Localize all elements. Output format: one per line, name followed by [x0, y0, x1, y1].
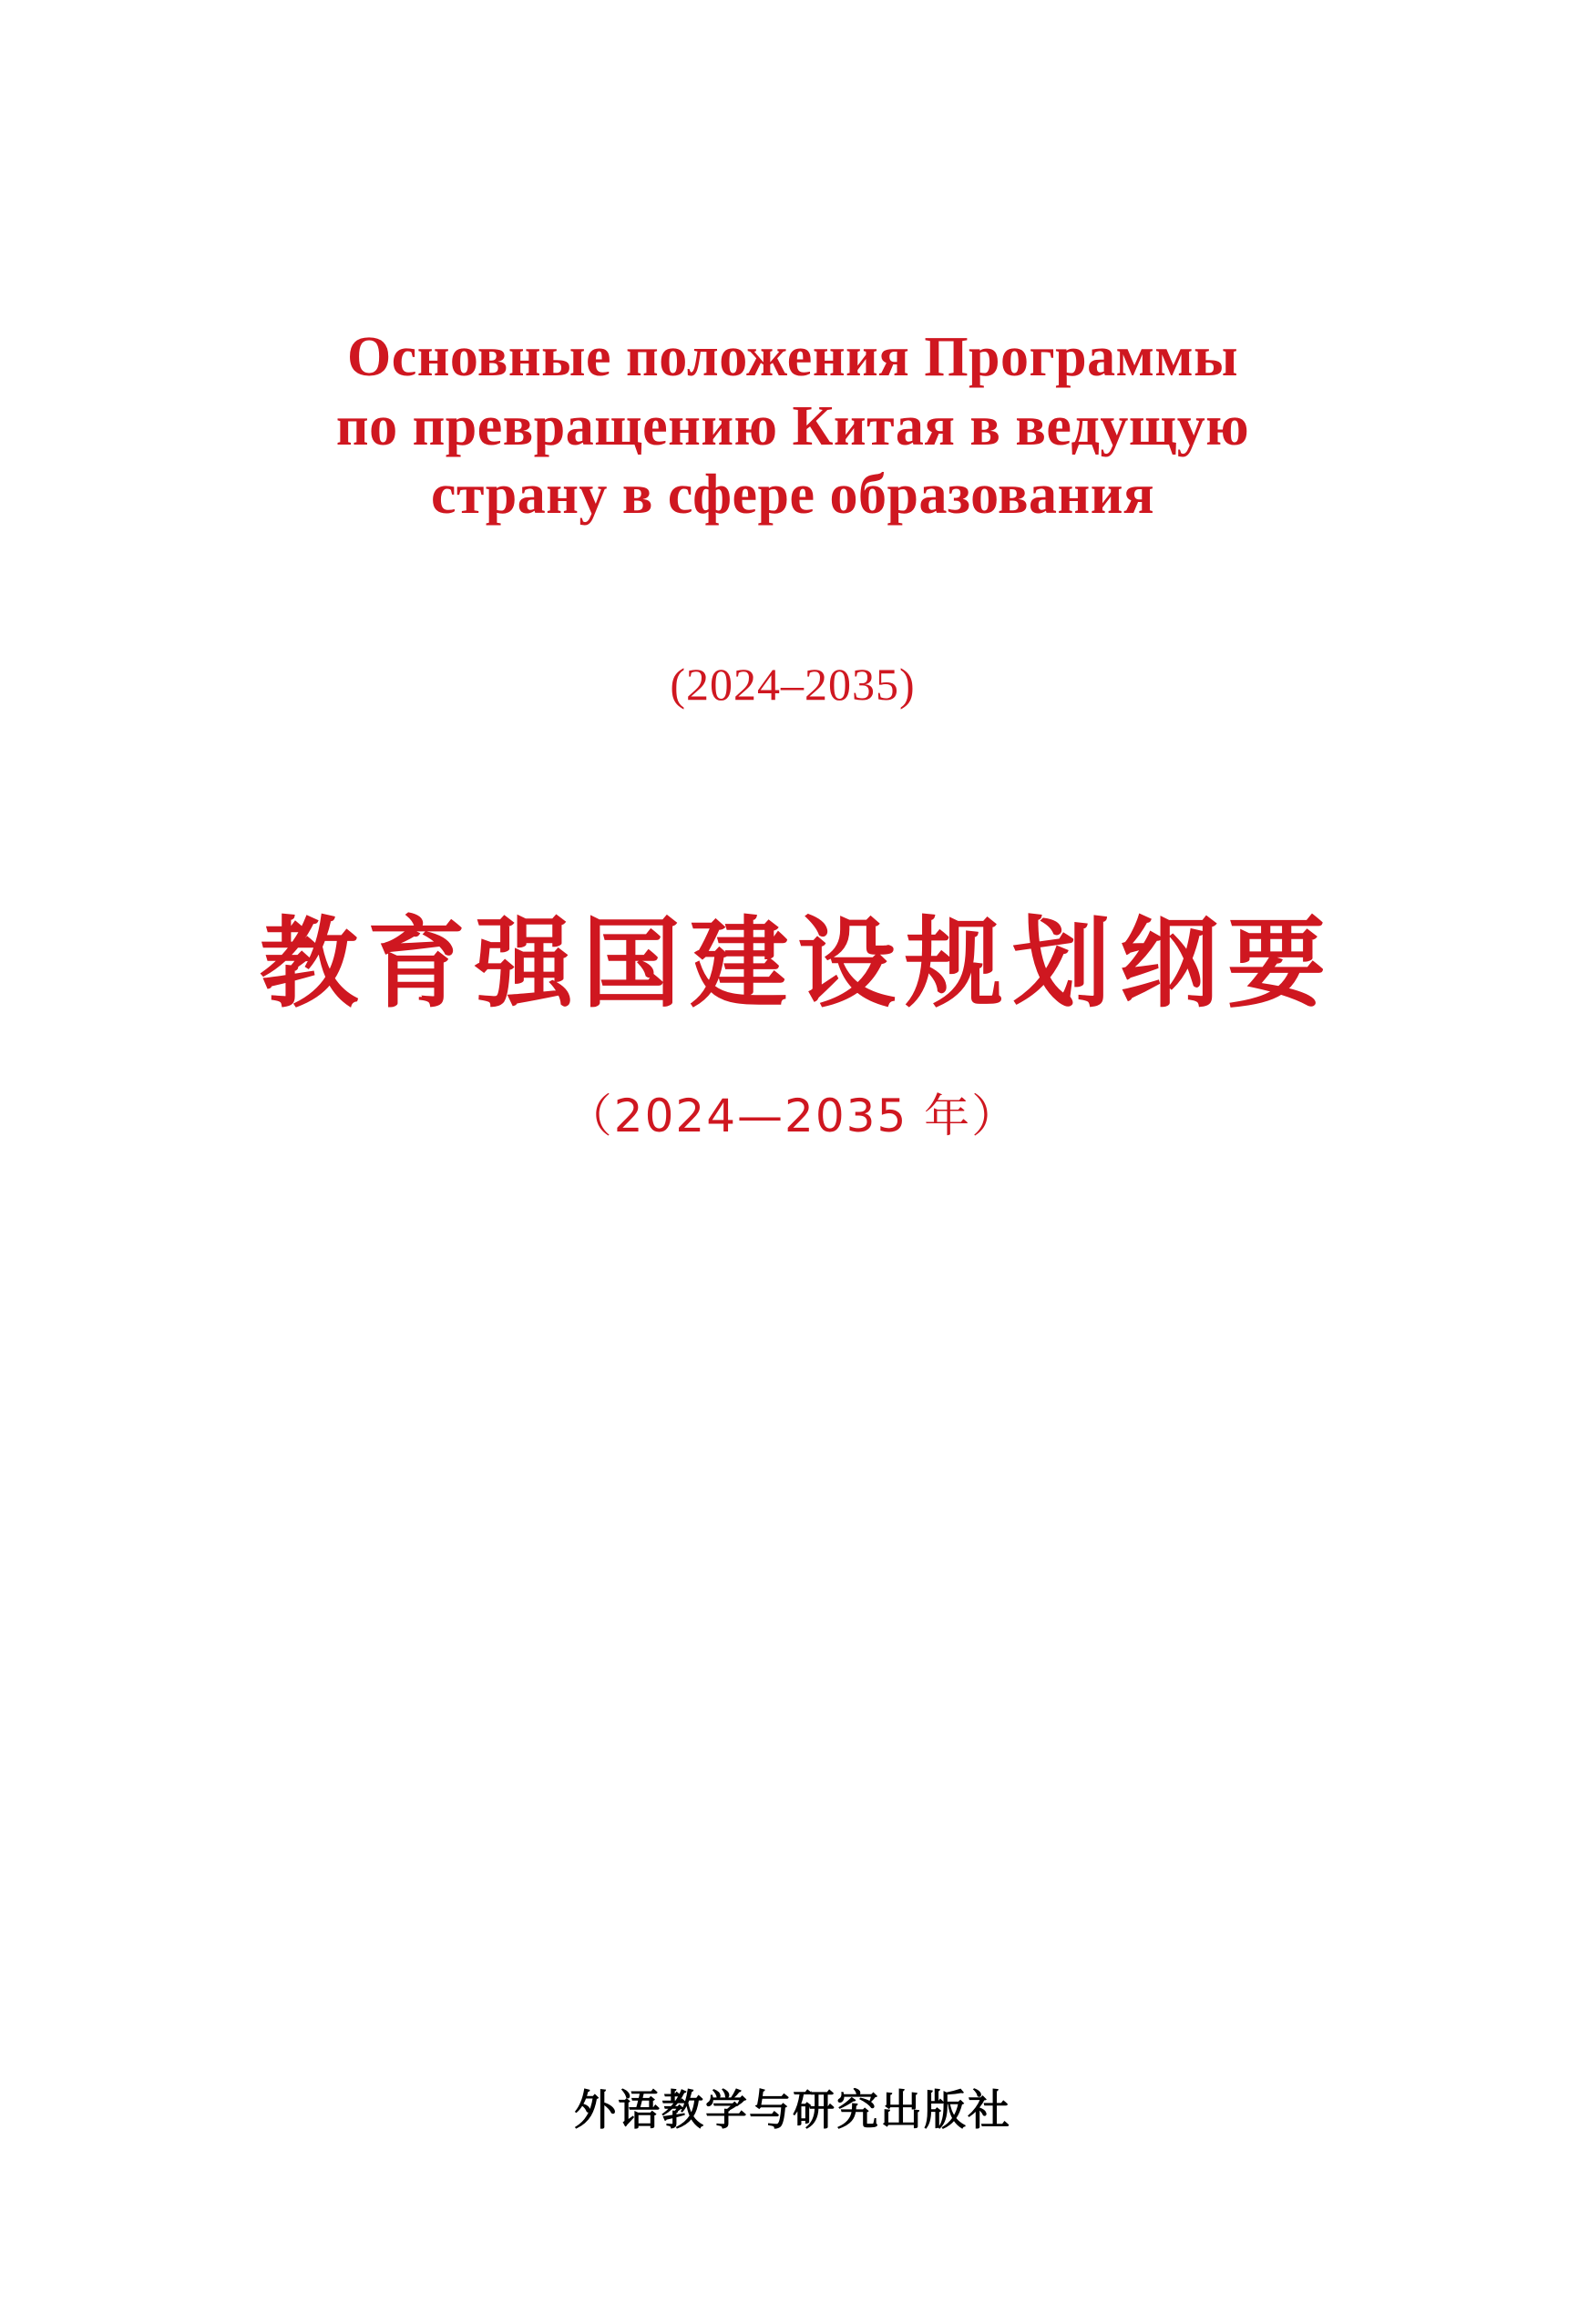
russian-title-line-3: страну в сфере образования: [431, 464, 1154, 527]
chinese-title: 教育强国建设规划纲要: [259, 907, 1335, 1021]
publisher-name: 外语教学与研究出版社: [574, 2085, 1011, 2135]
russian-title: [137, 323, 1449, 530]
russian-title-line-2: по превращению Китая в ведущую: [335, 394, 1250, 457]
chinese-subtitle-years: （2024—2035 年）: [566, 1090, 1020, 1142]
russian-subtitle-years: (2024–2035): [670, 659, 916, 710]
russian-title-line-1: Основные положения Программы: [346, 326, 1239, 388]
